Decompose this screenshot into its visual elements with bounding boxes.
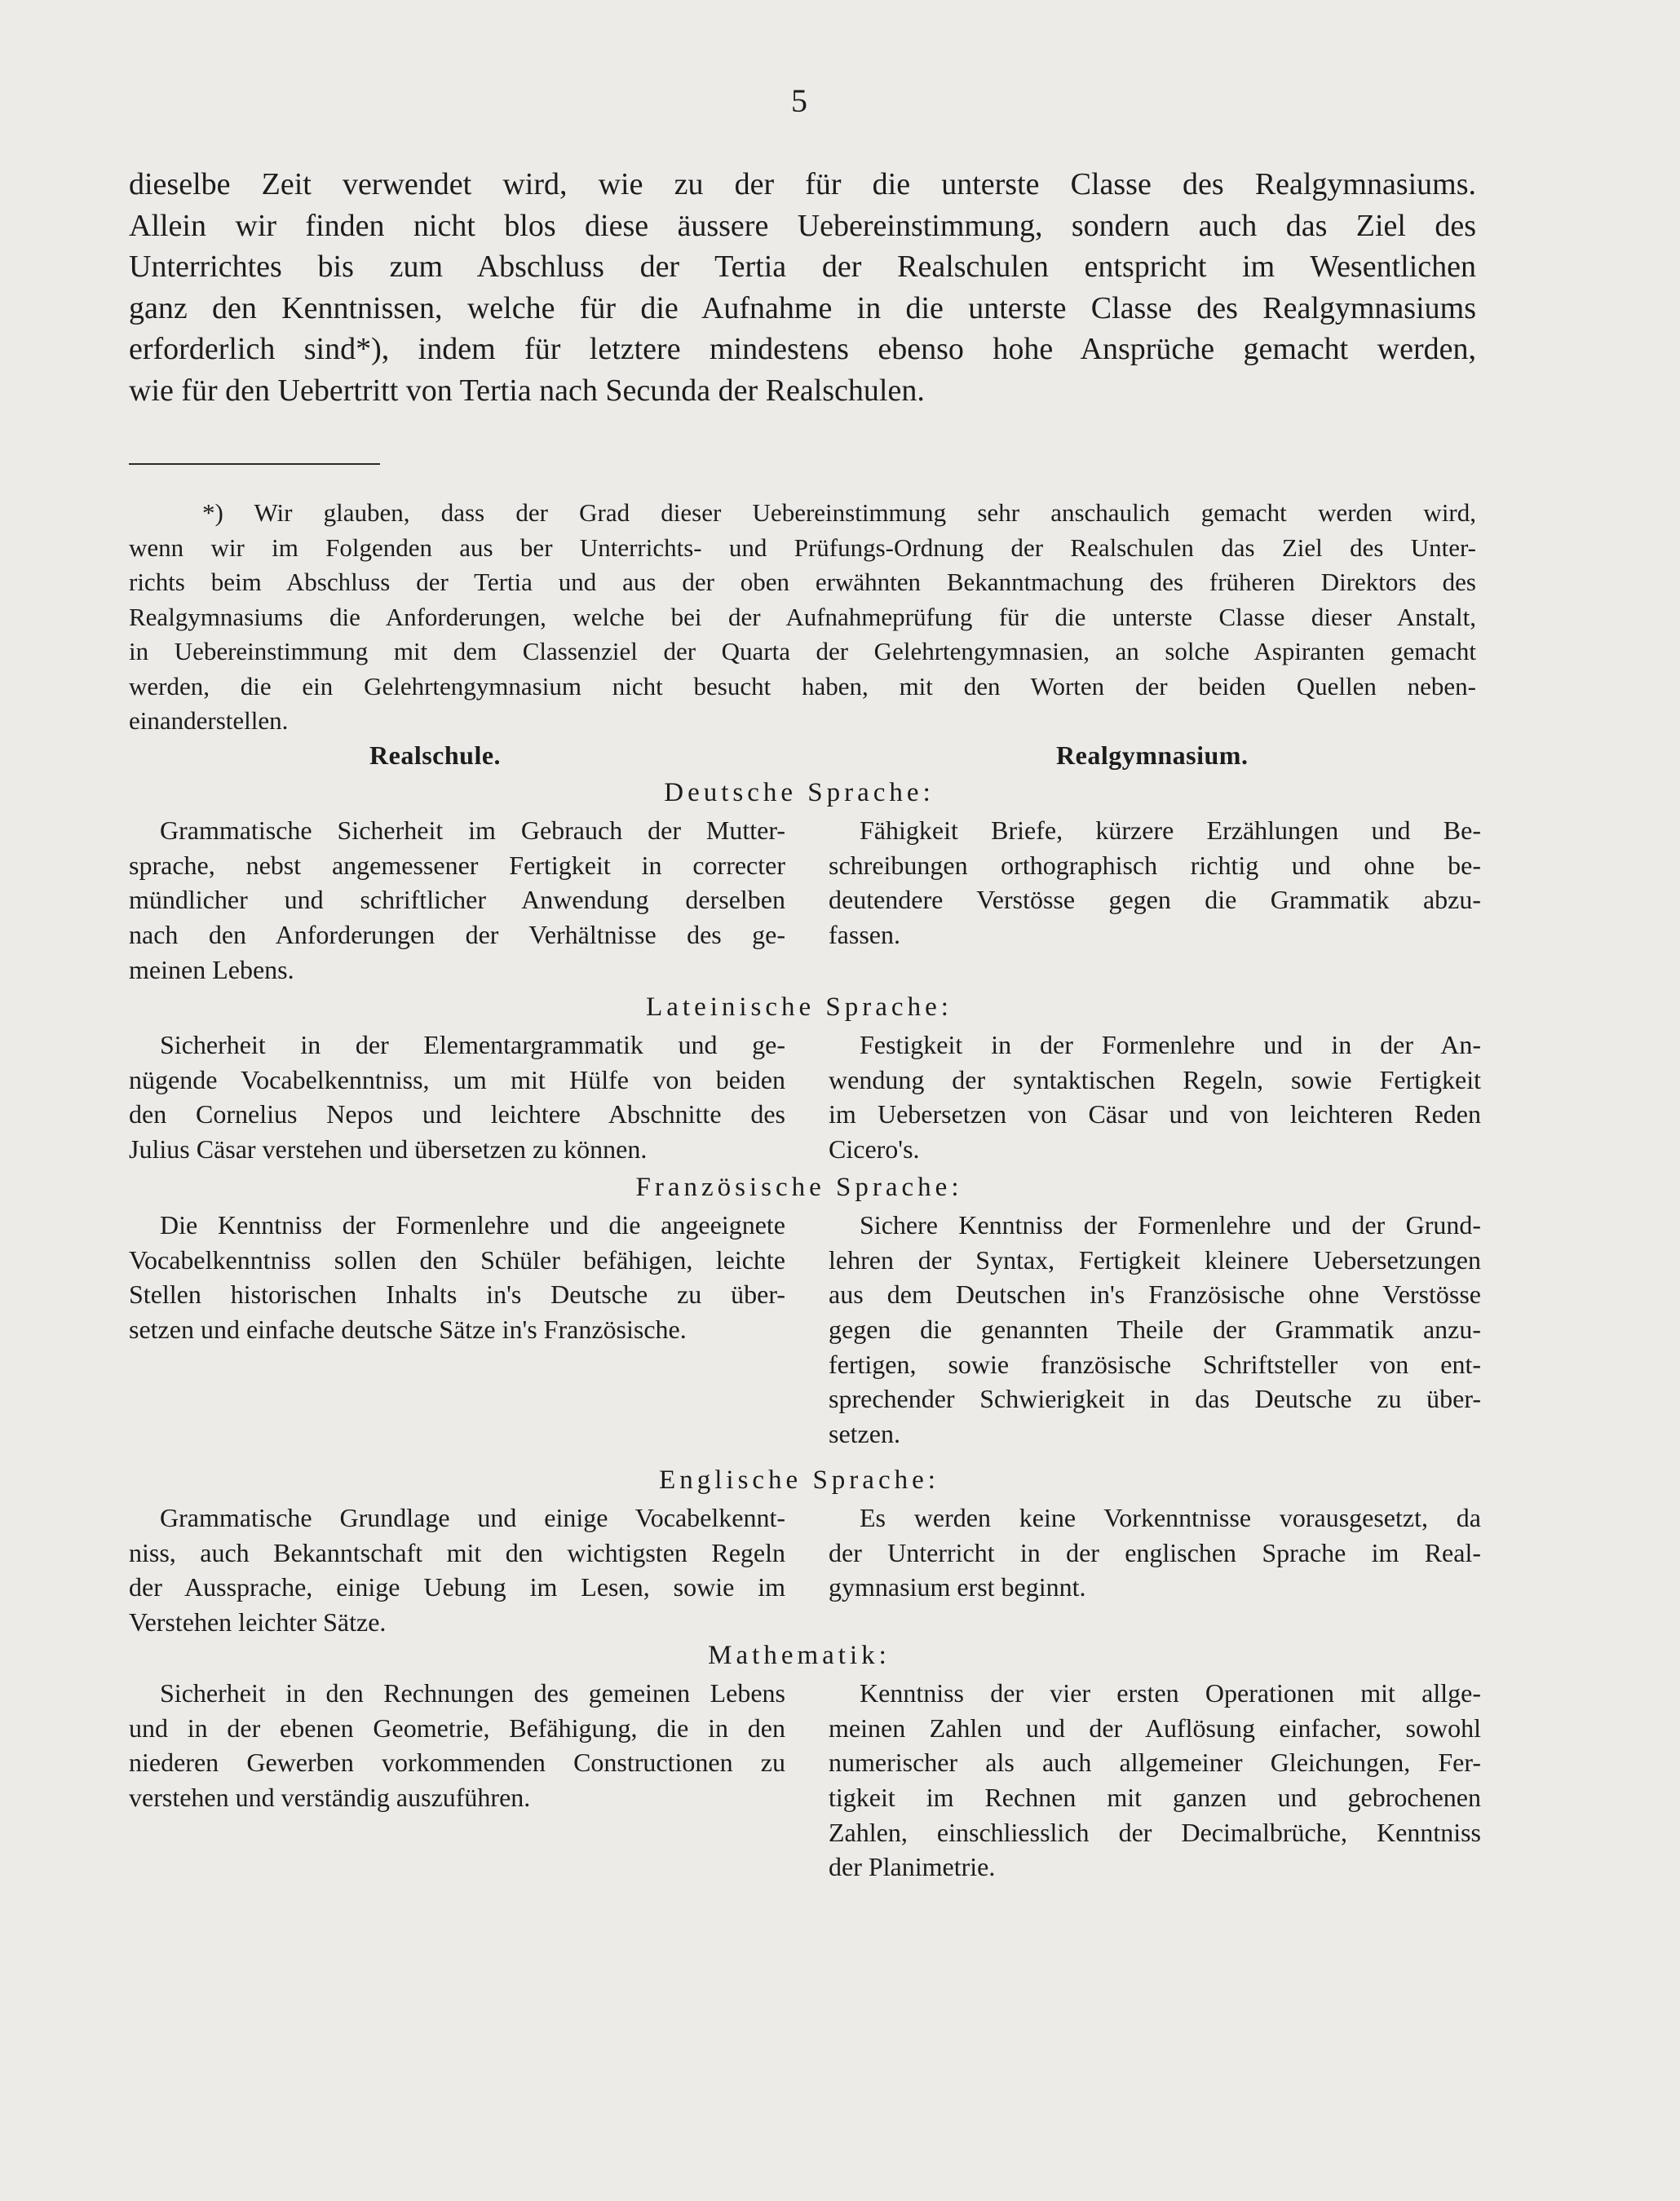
text-line: tigkeit im Rechnen mit ganzen und gebrochenen — [829, 1783, 1481, 1813]
intro-line: Unterrichtes bis zum Abschluss der Tertia der Realschulen entspricht im Wesentlichen — [129, 250, 1476, 284]
section-right-text — [829, 813, 1481, 952]
text-line: Julius Cäsar verstehen und übersetzen zu können. — [129, 1134, 648, 1165]
text-line: Fähigkeit Briefe, kürzere Erzählungen und Be- — [860, 815, 1481, 845]
text-line: der Planimetrie. — [829, 1852, 996, 1882]
intro-paragraph — [129, 164, 1476, 411]
footnote-divider — [129, 463, 380, 465]
footnote-line: richts beim Abschluss der Tertia und aus der oben erwähnten Bekanntmachung des früheren Direktors des — [129, 568, 1476, 596]
text-line: fassen. — [829, 920, 900, 950]
section-right-text — [829, 1676, 1481, 1885]
intro-line: wie für den Uebertritt von Tertia nach Secunda der Realschulen. — [129, 373, 925, 408]
text-line: Sicherheit in den Rechnungen des gemeinen Lebens — [160, 1678, 785, 1708]
section-right-text — [829, 1208, 1481, 1452]
text-line: deutendere Verstösse gegen die Grammatik abzu- — [829, 885, 1481, 915]
text-line: der Unterricht in der englischen Sprache im Real- — [829, 1537, 1481, 1567]
text-line: Sicherheit in der Elementargrammatik und ge- — [160, 1030, 785, 1059]
text-line: schreibungen orthographisch richtig und ohne be- — [829, 850, 1481, 880]
page-number: 5 — [791, 82, 807, 119]
text-line: gegen die genannten Theile der Grammatik anzu- — [829, 1315, 1481, 1345]
text-line: setzen. — [829, 1419, 900, 1449]
text-line: wendung der syntaktischen Regeln, sowie Fertigkeit — [829, 1064, 1481, 1094]
text-line: der Aussprache, einige Uebung im Lesen, sowie im — [129, 1572, 785, 1602]
text-line: fertigen, sowie französische Schriftsteller von ent- — [829, 1349, 1481, 1379]
text-line: Zahlen, einschliesslich der Decimalbrüche, Kenntniss — [829, 1817, 1481, 1847]
text-line: meinen Zahlen und der Auflösung einfacher, sowohl — [829, 1713, 1481, 1743]
intro-line: ganz den Kenntnissen, welche für die Aufnahme in die unterste Classe des Realgymnasiums — [129, 290, 1476, 325]
text-line: niss, auch Bekanntschaft mit den wichtigsten Regeln — [129, 1537, 785, 1567]
text-line: meinen Lebens. — [129, 954, 294, 984]
text-line: aus dem Deutschen in's Französische ohne Verstösse — [829, 1279, 1481, 1310]
section-left-text — [129, 1676, 785, 1815]
footnote-line: in Uebereinstimmung mit dem Classenziel der Quarta der Gelehrtengymnasien, an solche Aspiranten gemacht — [129, 637, 1476, 665]
footnote-line: *) Wir glauben, dass der Grad dieser Uebereinstimmung sehr anschaulich gemacht werden wird, — [202, 498, 1476, 527]
text-line: sprache, nebst angemessener Fertigkeit in correcter — [129, 850, 785, 880]
text-line: verstehen und verständig auszuführen. — [129, 1783, 531, 1813]
text-line: und in der ebenen Geometrie, Befähigung, die in den — [129, 1713, 785, 1743]
text-line: Cicero's. — [829, 1134, 920, 1165]
text-line: Festigkeit in der Formenlehre und in der An- — [860, 1030, 1481, 1059]
text-line: lehren der Syntax, Fertigkeit kleinere Uebersetzungen — [829, 1244, 1481, 1275]
section-right-text — [829, 1500, 1481, 1605]
text-line: Die Kenntniss der Formenlehre und die angeeignete — [160, 1210, 785, 1240]
text-line: Verstehen leichter Sätze. — [129, 1607, 387, 1637]
footnote — [129, 496, 1476, 739]
footnote-line: einanderstellen. — [129, 706, 289, 735]
intro-line: erforderlich sind*), indem für letztere mindestens ebenso hohe Ansprüche gemacht werden, — [129, 332, 1476, 366]
section-right-text — [829, 1028, 1481, 1167]
subject-heading: Englische Sprache: — [659, 1465, 939, 1495]
subject-heading: Französische Sprache: — [635, 1173, 963, 1202]
text-line: niederen Gewerben vorkommenden Constructionen zu — [129, 1748, 785, 1778]
text-line: nügende Vocabelkenntniss, um mit Hülfe von beiden — [129, 1064, 785, 1094]
subject-heading: Lateinische Sprache: — [646, 992, 953, 1022]
text-line: numerischer als auch allgemeiner Gleichungen, Fer- — [829, 1748, 1481, 1778]
text-line: Vocabelkenntniss sollen den Schüler befähigen, leichte — [129, 1244, 785, 1275]
section-left-text — [129, 1500, 785, 1640]
footnote-line: wenn wir im Folgenden aus ber Unterrichts- und Prüfungs-Ordnung der Realschulen das Ziel des Unter- — [129, 533, 1476, 562]
text-line: den Cornelius Nepos und leichtere Abschnitte des — [129, 1099, 785, 1129]
section-left-text — [129, 813, 785, 987]
text-line: Es werden keine Vorkenntnisse vorausgesetzt, da — [860, 1503, 1481, 1532]
subject-heading: Deutsche Sprache: — [664, 778, 935, 807]
text-line: gymnasium erst beginnt. — [829, 1572, 1086, 1602]
text-line: Sichere Kenntniss der Formenlehre und der Grund- — [860, 1210, 1481, 1240]
text-line: sprechender Schwierigkeit in das Deutsche zu über- — [829, 1384, 1481, 1414]
text-line: im Uebersetzen von Cäsar und von leichteren Reden — [829, 1099, 1481, 1129]
section-left-text — [129, 1028, 785, 1167]
column-heading-realgymnasium: Realgymnasium. — [1056, 740, 1249, 770]
text-line: Stellen historischen Inhalts in's Deutsche zu über- — [129, 1279, 785, 1310]
column-heading-realschule: Realschule. — [369, 740, 502, 770]
text-line: setzen und einfache deutsche Sätze in's Französische. — [129, 1315, 687, 1345]
section-left-text — [129, 1208, 785, 1347]
subject-heading: Mathematik: — [708, 1641, 891, 1670]
text-line: mündlicher und schriftlicher Anwendung derselben — [129, 885, 785, 915]
intro-line: Allein wir finden nicht blos diese äussere Uebereinstimmung, sondern auch das Ziel des — [129, 208, 1476, 243]
footnote-line: Realgymnasiums die Anforderungen, welche bei der Aufnahmeprüfung für die unterste Classe dieser Anstalt, — [129, 602, 1476, 631]
text-line: Kenntniss der vier ersten Operationen mit allge- — [860, 1678, 1481, 1708]
text-line: Grammatische Grundlage und einige Vocabelkennt- — [160, 1503, 785, 1532]
intro-line: dieselbe Zeit verwendet wird, wie zu der für die unterste Classe des Realgymnasiums. — [129, 167, 1476, 201]
footnote-line: werden, die ein Gelehrtengymnasium nicht besucht haben, mit den Worten der beiden Quellen neben- — [129, 671, 1476, 701]
text-line: nach den Anforderungen der Verhältnisse des ge- — [129, 920, 785, 950]
text-line: Grammatische Sicherheit im Gebrauch der Mutter- — [160, 815, 785, 845]
